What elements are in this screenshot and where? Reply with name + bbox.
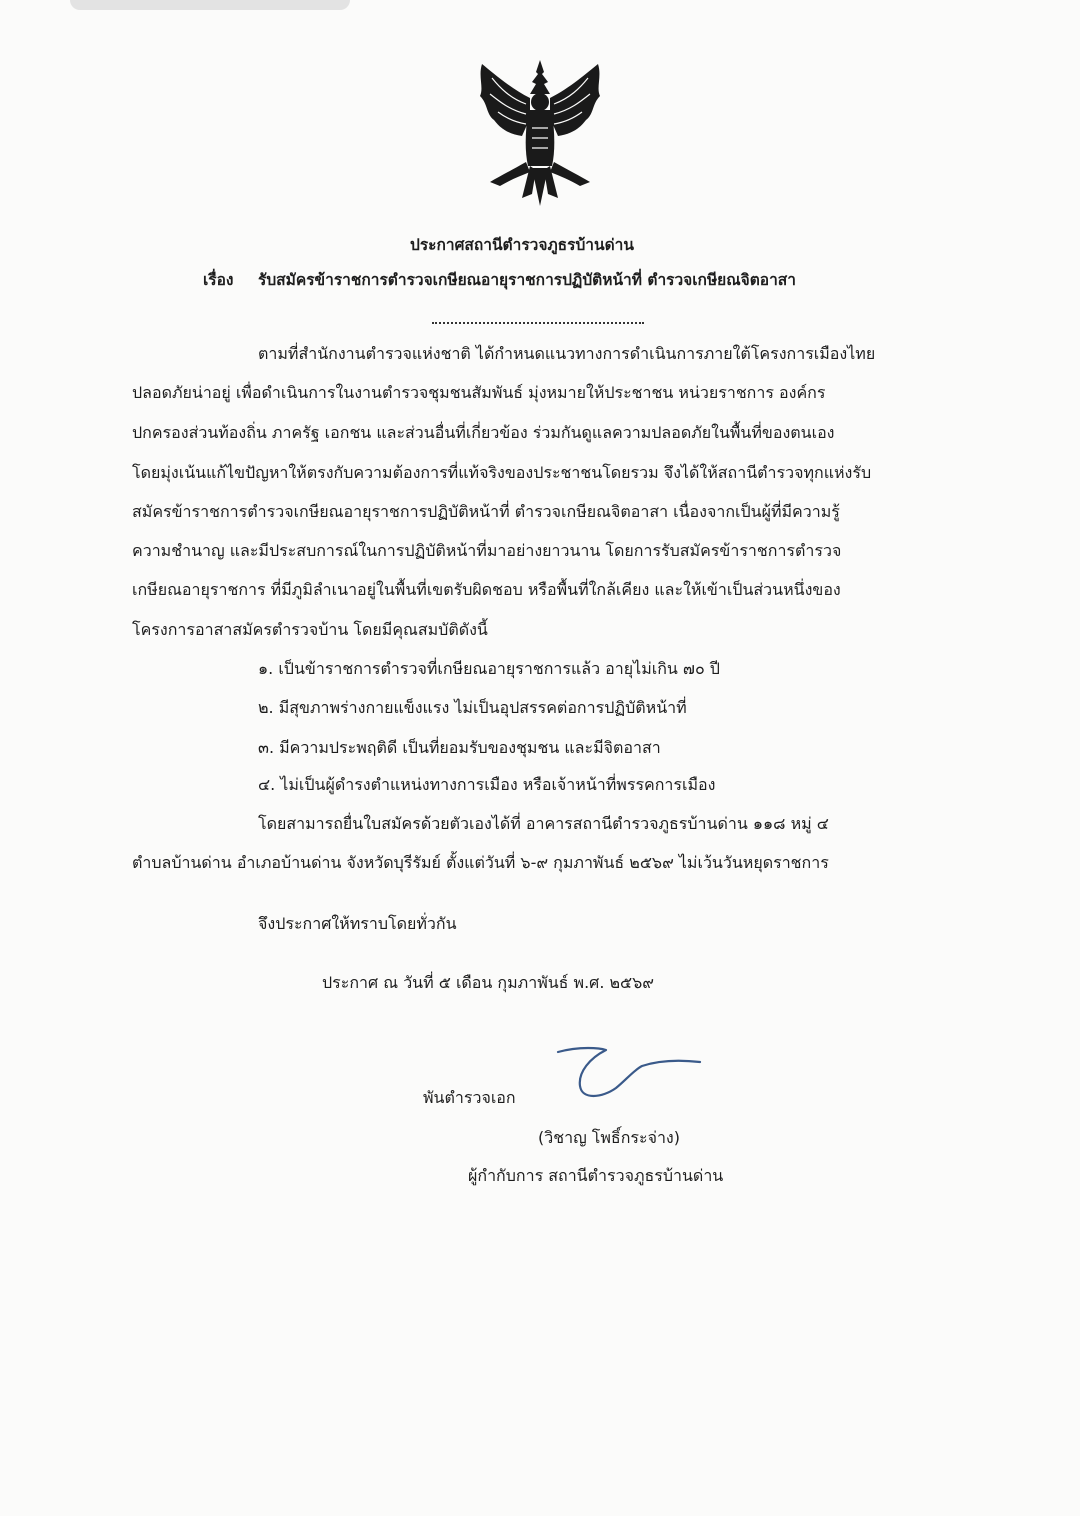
- paragraph-line: โดยมุ่งเน้นแก้ไขปัญหาให้ตรงกับความต้องการที่แท้จริงของประชาชนโดยรวม จึงได้ให้สถานีตำรวจทุกแห่งรับ: [132, 463, 872, 482]
- subject-label: เรื่อง: [203, 271, 234, 289]
- application-line: ตำบลบ้านด่าน อำเภอบ้านด่าน จังหวัดบุรีรัมย์ ตั้งแต่วันที่ ๖-๙ กุมภาพันธ์ ๒๕๖๙ ไม่เว้นวันหยุดราชการ: [132, 853, 829, 872]
- qualification-item: ๓. มีความประพฤติดี เป็นที่ยอมรับของชุมชน และมีจิตอาสา: [258, 738, 661, 757]
- dotted-divider: [432, 322, 644, 324]
- qualification-item: ๑. เป็นข้าราชการตำรวจที่เกษียณอายุราชการแล้ว อายุไม่เกิน ๗๐ ปี: [258, 659, 720, 678]
- signer-name: (วิชาญ โพธิ์กระจ่าง): [538, 1128, 680, 1147]
- handwritten-signature: [550, 1038, 710, 1108]
- paragraph-line: ปลอดภัยน่าอยู่ เพื่อดำเนินการในงานตำรวจชุมชนสัมพันธ์ มุ่งหมายให้ประชาชน หน่วยราชการ องค์กร: [132, 383, 826, 402]
- subject-text: รับสมัครข้าราชการตำรวจเกษียณอายุราชการปฏิบัติหน้าที่ ตำรวจเกษียณจิตอาสา: [258, 271, 796, 289]
- signer-rank: พันตำรวจเอก: [423, 1088, 516, 1107]
- announcement-title: ประกาศสถานีตำรวจภูธรบ้านด่าน: [410, 236, 634, 254]
- paragraph-line: สมัครข้าราชการตำรวจเกษียณอายุราชการปฏิบัติหน้าที่ ตำรวจเกษียณจิตอาสา เนื่องจากเป็นผู้ที่มีความรู้: [132, 502, 840, 521]
- application-line: โดยสามารถยื่นใบสมัครด้วยตัวเองได้ที่ อาคารสถานีตำรวจภูธรบ้านด่าน ๑๑๘ หมู่ ๔: [258, 814, 829, 833]
- paragraph-line: ปกครองส่วนท้องถิ่น ภาครัฐ เอกชน และส่วนอื่นที่เกี่ยวข้อง ร่วมกันดูแลความปลอดภัยในพื้นที่ของตนเอง: [132, 423, 835, 442]
- garuda-emblem-icon: [470, 58, 610, 208]
- qualification-item: ๔. ไม่เป็นผู้ดำรงตำแหน่งทางการเมือง หรือเจ้าหน้าที่พรรคการเมือง: [258, 775, 716, 794]
- paragraph-line: ความชำนาญ และมีประสบการณ์ในการปฏิบัติหน้าที่มาอย่างยาวนาน โดยการรับสมัครข้าราชการตำรวจ: [132, 541, 842, 560]
- paragraph-line: โครงการอาสาสมัครตำรวจบ้าน โดยมีคุณสมบัติดังนี้: [132, 620, 488, 639]
- page-edge-shadow: [70, 0, 350, 10]
- announce-line: จึงประกาศให้ทราบโดยทั่วกัน: [258, 914, 457, 933]
- paragraph-line: เกษียณอายุราชการ ที่มีภูมิลำเนาอยู่ในพื้นที่เขตรับผิดชอบ หรือพื้นที่ใกล้เคียง และให้เข้าเป็นส่วนหนึ่งของ: [132, 580, 841, 599]
- date-line: ประกาศ ณ วันที่ ๕ เดือน กุมภาพันธ์ พ.ศ. ๒๕๖๙: [322, 973, 655, 992]
- signer-position: ผู้กำกับการ สถานีตำรวจภูธรบ้านด่าน: [468, 1166, 724, 1185]
- qualification-item: ๒. มีสุขภาพร่างกายแข็งแรง ไม่เป็นอุปสรรคต่อการปฏิบัติหน้าที่: [258, 698, 687, 717]
- paragraph-line: ตามที่สำนักงานตำรวจแห่งชาติ ได้กำหนดแนวทางการดำเนินการภายใต้โครงการเมืองไทย: [258, 344, 876, 363]
